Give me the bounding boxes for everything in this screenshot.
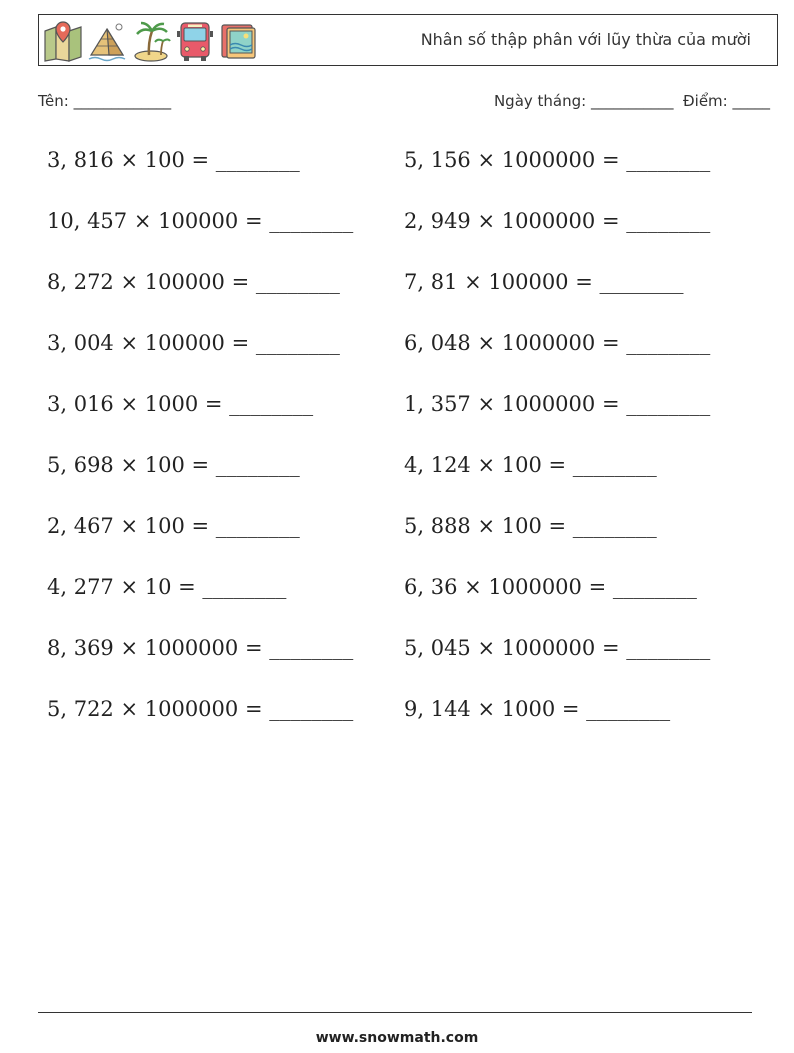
problem-item: 3, 004 × 100000 = ________ (47, 331, 340, 355)
problem-item: 5, 722 × 1000000 = ________ (47, 697, 354, 721)
problem-item: 6, 36 × 1000000 = ________ (404, 575, 697, 599)
problem-item: 3, 816 × 100 = ________ (47, 148, 300, 172)
problem-item: 2, 949 × 1000000 = ________ (404, 209, 711, 233)
date-score-fields (494, 92, 770, 110)
date-label: Ngày tháng: (493, 92, 587, 110)
footer-url[interactable]: www.snowmath.com (315, 1030, 479, 1046)
header-icons (43, 19, 259, 63)
problem-item: 4, 277 × 10 = ________ (47, 575, 287, 599)
problem-row (47, 504, 747, 565)
worksheet-title: Nhân số thập phân với lũy thừa của mười (420, 30, 751, 49)
problem-row (47, 260, 747, 321)
problem-row (47, 199, 747, 260)
name-label: Tên: (38, 92, 69, 110)
problem-row (47, 687, 747, 748)
problem-item: 5, 156 × 1000000 = ________ (404, 148, 711, 172)
problem-item: 1, 357 × 1000000 = ________ (404, 392, 711, 416)
map-icon (43, 19, 83, 63)
problem-item: 9, 144 × 1000 = ________ (404, 697, 671, 721)
problem-row (47, 565, 747, 626)
score-label: Điểm: (683, 92, 728, 110)
problem-item: 10, 457 × 100000 = ________ (47, 209, 354, 233)
problem-item: 6, 048 × 1000000 = ________ (404, 331, 711, 355)
problem-item: 3, 016 × 1000 = ________ (47, 392, 314, 416)
problem-item: 4, 124 × 100 = ________ (404, 453, 657, 477)
name-blank[interactable]: _____________ (73, 92, 172, 110)
problem-row (47, 321, 747, 382)
worksheet-header (38, 14, 778, 66)
footer-divider (38, 1012, 752, 1013)
name-field (38, 92, 171, 110)
pyramid-icon (87, 19, 127, 63)
problem-item: 8, 272 × 100000 = ________ (47, 270, 340, 294)
problem-row (47, 443, 747, 504)
problem-grid (47, 138, 747, 748)
problem-row (47, 382, 747, 443)
problem-item: 8, 369 × 1000000 = ________ (47, 636, 354, 660)
problem-row (47, 138, 747, 199)
problem-item: 7, 81 × 100000 = ________ (404, 270, 684, 294)
problem-item: 5, 698 × 100 = ________ (47, 453, 300, 477)
score-blank[interactable]: _____ (732, 92, 770, 110)
photo-icon (219, 19, 259, 63)
problem-item: 5, 888 × 100 = ________ (404, 514, 657, 538)
problem-row (47, 626, 747, 687)
bus-icon (175, 19, 215, 63)
problem-item: 2, 467 × 100 = ________ (47, 514, 300, 538)
palm-island-icon (131, 19, 171, 63)
problem-item: 5, 045 × 1000000 = ________ (404, 636, 711, 660)
date-blank[interactable]: ___________ (590, 92, 674, 110)
